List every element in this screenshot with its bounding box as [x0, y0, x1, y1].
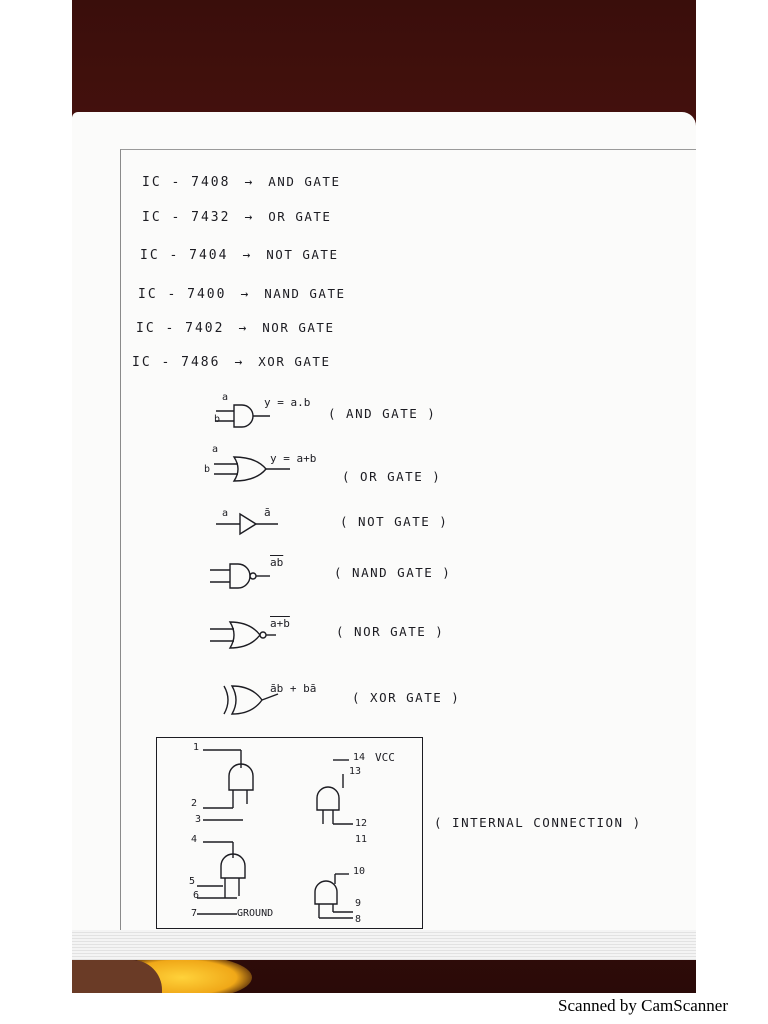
page-edges — [72, 930, 696, 960]
and-input-b: b — [214, 414, 223, 425]
not-gate-label: ( NOT GATE ) — [340, 514, 449, 529]
ic-row — [140, 247, 339, 263]
gate-name: XOR GATE — [258, 354, 331, 369]
pin-1: 1 — [193, 742, 200, 753]
ic-code: IC - 7404 — [140, 248, 229, 263]
gate-name: AND GATE — [268, 174, 341, 189]
nand-expression: $\overline{ab}$ — [270, 556, 284, 569]
or-expression: y = a+b — [270, 452, 317, 465]
pin-13: 13 — [349, 766, 362, 777]
ic-code: IC - 7402 — [136, 321, 225, 336]
ground-label: GROUND — [237, 908, 274, 919]
xor-gate-label: ( XOR GATE ) — [352, 690, 461, 705]
internal-connection-diagram — [156, 737, 423, 929]
pin-6: 6 — [193, 890, 200, 901]
pin-14: 14 — [353, 752, 366, 763]
gate-name: NOT GATE — [266, 247, 339, 262]
or-input-b: b — [204, 464, 213, 475]
and-input-a: a — [222, 392, 231, 403]
arrow: → — [234, 355, 245, 370]
arrow: → — [244, 210, 255, 225]
arrow: → — [240, 287, 251, 302]
nor-gate-symbol — [208, 617, 278, 653]
ic-row — [136, 320, 335, 336]
gate-name: OR GATE — [268, 209, 332, 224]
and-gate-label: ( AND GATE ) — [328, 406, 437, 421]
xor-expression: āb + bā — [270, 682, 317, 695]
ic-row — [132, 354, 331, 370]
pin-3: 3 — [195, 814, 202, 825]
pin-10: 10 — [353, 866, 366, 877]
arrow: → — [238, 321, 249, 336]
ic-row — [142, 209, 331, 225]
pin-8: 8 — [355, 914, 362, 925]
and-expression: y = a.b — [264, 396, 311, 409]
ic-code: IC - 7408 — [142, 175, 231, 190]
nand-gate-symbol — [208, 559, 272, 593]
pin-9: 9 — [355, 898, 362, 909]
nor-gate-label: ( NOR GATE ) — [336, 624, 445, 639]
ic-code: IC - 7400 — [138, 287, 227, 302]
not-input: a — [222, 508, 231, 519]
pin-12: 12 — [355, 818, 368, 829]
pin-5: 5 — [189, 876, 196, 887]
or-input-a: a — [212, 444, 221, 455]
ic-row — [142, 174, 341, 190]
scanner-watermark: Scanned by CamScanner — [558, 996, 728, 1015]
ic-code: IC - 7432 — [142, 210, 231, 225]
ic-code: IC - 7486 — [132, 355, 221, 370]
pin-4: 4 — [191, 834, 198, 845]
finger — [72, 960, 162, 993]
notebook-page — [72, 112, 696, 960]
pin-11: 11 — [355, 834, 368, 845]
scanned-photo — [72, 0, 696, 993]
vcc-label: VCC — [375, 751, 395, 764]
internal-connection-label: ( INTERNAL CONNECTION ) — [434, 815, 642, 830]
gate-name: NAND GATE — [264, 286, 346, 301]
not-expression: ā — [264, 506, 273, 519]
gate-name: NOR GATE — [262, 320, 335, 335]
arrow: → — [244, 175, 255, 190]
pin-7: 7 — [191, 908, 198, 919]
nor-expression: a+b — [270, 617, 290, 630]
ic-row — [138, 286, 346, 302]
arrow: → — [242, 248, 253, 263]
pin-2: 2 — [191, 798, 198, 809]
or-gate-label: ( OR GATE ) — [342, 469, 442, 484]
nand-gate-label: ( NAND GATE ) — [334, 565, 452, 580]
